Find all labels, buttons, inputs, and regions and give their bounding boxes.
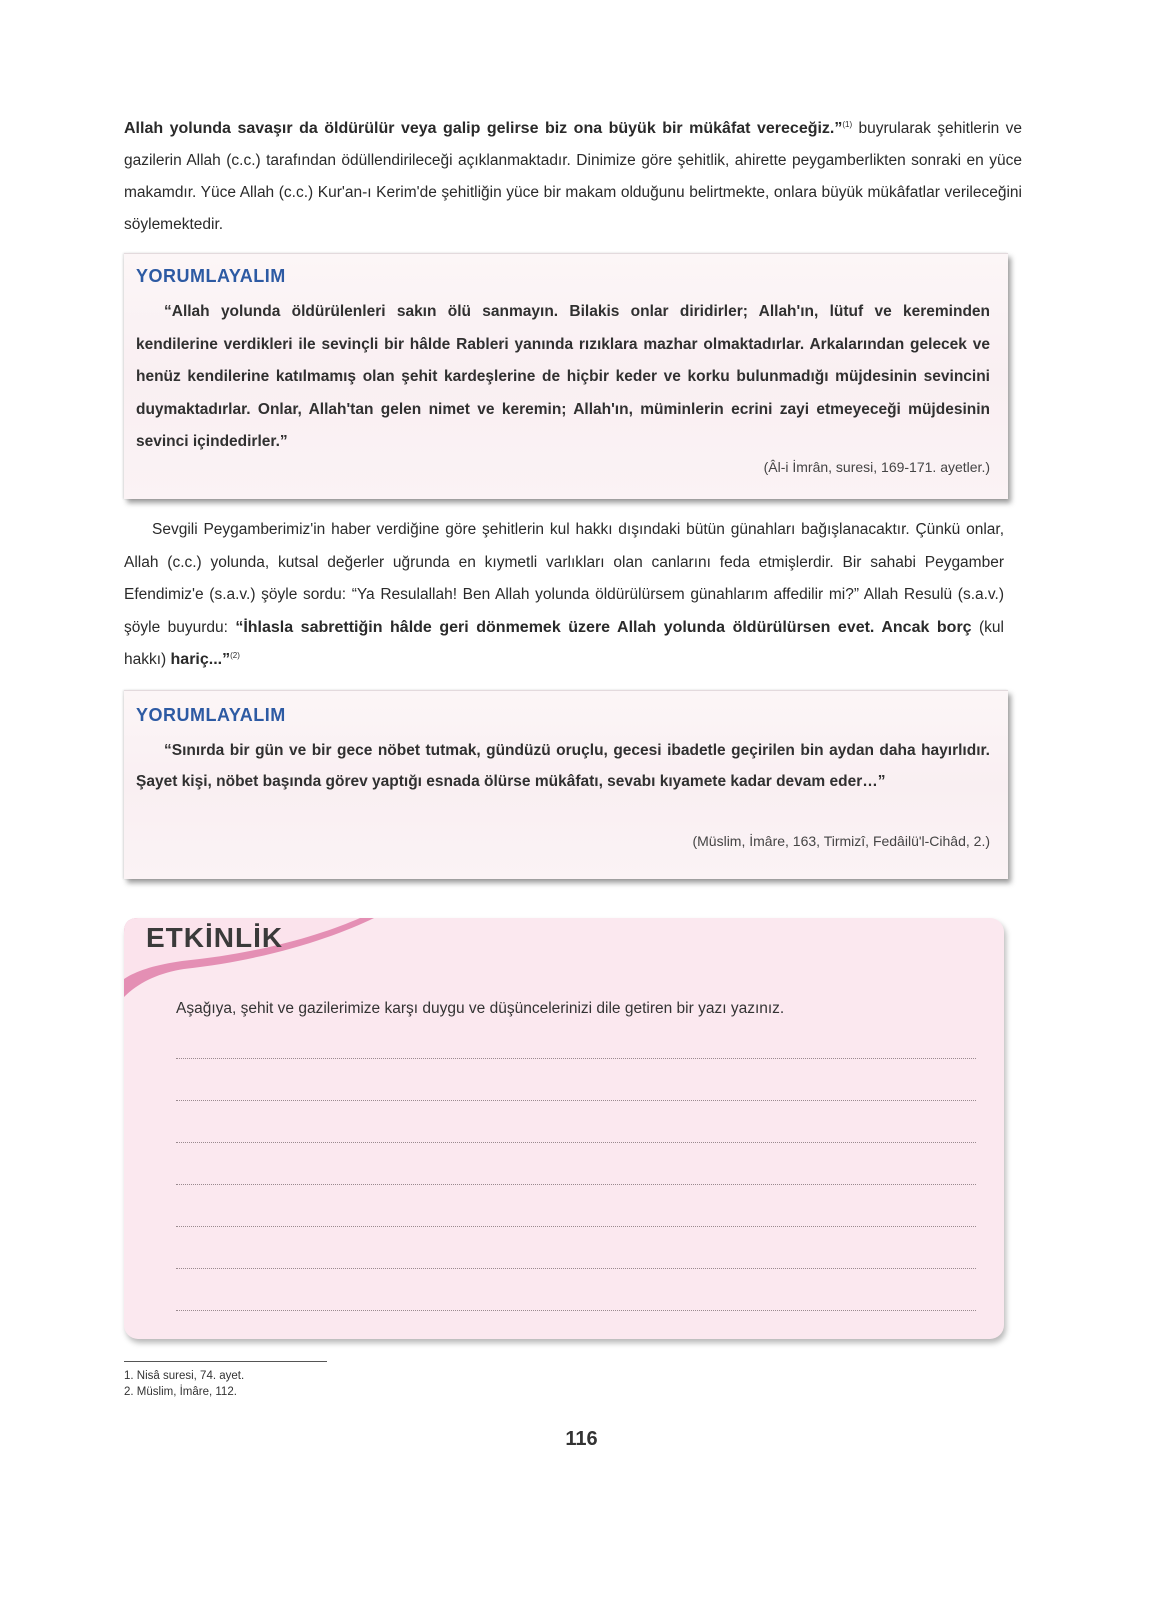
hadith-source-2: (Müslim, İmâre, 163, Tirmizî, Fedâilü'l-Cihâd, 2.) <box>692 833 990 849</box>
writing-line[interactable] <box>176 1100 976 1101</box>
writing-line[interactable] <box>176 1310 976 1311</box>
hadith-quote-2: “Sınırda bir gün ve bir gece nöbet tutmak, gündüzü oruçlu, gecesi ibadetle geçirilen bin aydan daha hayırlıdır. Şayet kişi, nöbet başında görev yaptığı esnada ölürse mükâfatı, sevabı kıyamete kadar devam eder…” <box>136 742 990 790</box>
etkinlik-activity-box <box>124 918 1004 1339</box>
intro-text: buyrularak şehitlerin ve gazilerin Allah (c.c.) tarafından ödüllendirileceği açıklanmaktadır. Dinimize göre şehitlik, ahirette peygamberlikten sonraki en yüce makamdır. Yüce Allah (c.c.) Kur'an-ı Kerim'de şehitliğin yüce bir makam olduğunu belirtmekte, onlara büyük mükâfatlar verileceğini söylemektedir. <box>124 120 1022 233</box>
yorumlayalim-box-1 <box>124 253 1008 499</box>
footnote-1: 1. Nisâ suresi, 74. ayet. <box>124 1370 245 1382</box>
hadith-answer-bold: “İhlasla sabrettiğin hâlde geri dönmemek üzere Allah yolunda öldürülürsen evet. Ancak borç <box>235 618 972 636</box>
intro-paragraph <box>124 113 1022 241</box>
hadith-answer-end: hariç...” <box>170 651 231 668</box>
writing-line[interactable] <box>176 1268 976 1269</box>
quran-verse-bold: Allah yolunda savaşır da öldürülür veya galip gelirse biz ona büyük bir mükâfat vereceğiz.” <box>124 120 843 137</box>
footnote-2: 2. Müslim, İmâre, 112. <box>124 1386 237 1398</box>
footnote-ref-2[interactable]: (2) <box>230 650 240 660</box>
etkinlik-instruction: Aşağıya, şehit ve gazilerimize karşı duygu ve düşüncelerinizi dile getiren bir yazı yazınız. <box>176 1000 785 1017</box>
writing-line[interactable] <box>176 1058 976 1059</box>
footnote-divider <box>124 1361 327 1362</box>
footnotes <box>124 1368 244 1400</box>
hadith-intro-text: Sevgili Peygamberimiz'in haber verdiğine göre şehitlerin kul hakkı dışındaki bütün günahları bağışlanacaktır. Çünkü onlar, Allah (c.c.) yolunda, kutsal değerler uğrunda en kıymetli varlıkları olan canlarını feda etmişlerdir. Bir sahabi Peygamber Efendimiz'e (s.a.v.) şöyle sordu: “Ya Resulallah! Ben Allah yolunda öldürülürsem günahlarım affedilir mi?” Allah Resulü (s.a.v.) şöyle buyurdu: <box>124 521 1004 636</box>
yorumlayalim-box-2 <box>124 690 1008 879</box>
writing-line[interactable] <box>176 1226 976 1227</box>
yorumlayalim-title-2: YORUMLAYALIM <box>136 705 286 725</box>
writing-line[interactable] <box>176 1142 976 1143</box>
etkinlik-title: ETKİNLİK <box>146 922 284 953</box>
page-number: 116 <box>565 1428 598 1450</box>
hadith-paragraph <box>124 514 1004 677</box>
verse-quote-1: “Allah yolunda öldürülenleri sakın ölü sanmayın. Bilakis onlar diridirler; Allah'ın, lütuf ve kereminden kendilerine verdikleri ile sevinçli bir hâlde Rableri yanında rızıklara mazhar olmaktadırlar. Arkalarından gelecek ve henüz kendilerine katılmamış olan şehit kardeşlerine de hiçbir keder ve korku bulunmadığı müjdesinin sevincini duymaktadırlar. Onlar, Allah'tan gelen nimet ve keremin; Allah'ın, müminlerin ecrini zayi etmeyeceği müjdesinin sevinci içindedirler.” <box>136 303 990 450</box>
writing-line[interactable] <box>176 1184 976 1185</box>
hadith-paren-text: (kul hakkı) <box>124 618 1004 668</box>
yorumlayalim-title-1: YORUMLAYALIM <box>136 266 286 286</box>
verse-source-1: (Âl-i İmrân, suresi, 169-171. ayetler.) <box>763 459 990 475</box>
footnote-ref-1[interactable]: (1) <box>842 119 853 129</box>
